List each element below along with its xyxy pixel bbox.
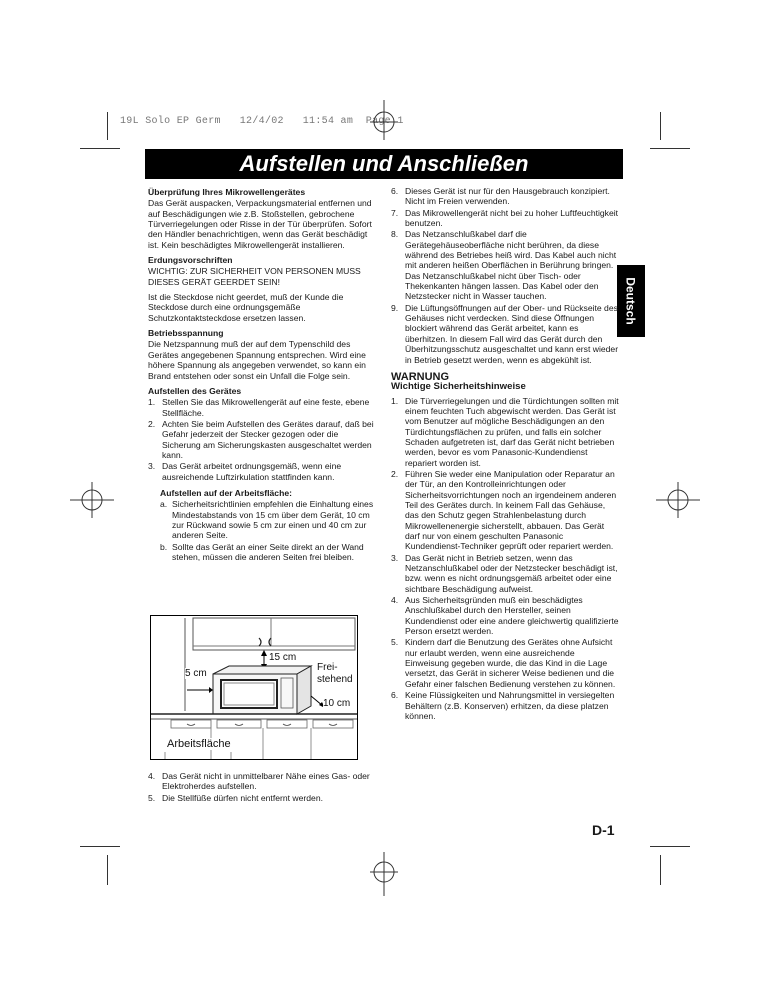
section-heading: Betriebsspannung <box>148 328 224 339</box>
item-number: 9. <box>391 302 399 313</box>
item-number: 1. <box>391 395 399 406</box>
paragraph: Ist die Steckdose nicht geerdet, muß der Kunde die Steckdose durch eine ordnungsgemäße Schutzkontaktsteckdose ersetzen lassen. <box>148 292 344 323</box>
label-side-clearance: 5 cm <box>185 668 207 679</box>
numbered-list <box>148 397 376 482</box>
paragraph-caps: WICHTIG: ZUR SICHERHEIT VON PERSONEN MUSS DIESES GERÄT GEERDET SEIN! <box>148 266 361 287</box>
left-column <box>148 187 376 567</box>
list-item <box>160 499 376 540</box>
item-text: Aus Sicherheitsgründen muß ein beschädigtes Anschlußkabel durch den Hersteller, seinen Kundendienst oder eine andere gleichwertig qualifizierte Person ersetzt werden. <box>405 595 619 637</box>
list-item <box>391 303 619 365</box>
paragraph: Die Netzspannung muß der auf dem Typenschild des Gerätes angegebenen Spannung entsprechen. Wird eine höhere Spannung als angegeben verwendet, so kann ein Brand entstehen oder sonst ein Unfall die Folge sein. <box>148 339 366 381</box>
item-text: Das Gerät arbeitet ordnungsgemäß, wenn eine ausreichende Luftzirkulation stattfinden kann. <box>162 461 342 482</box>
item-text: Das Netzanschlußkabel darf die Gerätegehäuseoberfläche nicht berühren, da diese während des Betriebes heiß wird. Das Kabel auch nicht mit anderen heißen Oberflächen in Berührung bringen. Das Netzanschlußkabel nicht über Tisch- oder Thekenkanten hängen lassen. Das Kabel oder den Netzstecker nicht in Wasser tauchen. <box>405 229 617 302</box>
list-item <box>391 595 619 636</box>
label-freestanding <box>317 662 353 686</box>
list-item <box>391 186 619 207</box>
item-number: 4. <box>148 771 156 781</box>
registration-mark-left <box>70 478 114 522</box>
label-freestanding-line1: Frei- <box>317 662 338 673</box>
item-text: Das Gerät nicht in Betrieb setzen, wenn das Netzanschlußkabel oder der Netzstecker beschädigt ist, bzw. wenn es nicht ordnungsgemäß arbeitet oder eine sichtbare Beschädigung aufweist. <box>405 552 618 594</box>
slug-time: 11:54 am <box>302 116 354 127</box>
item-text: Die Stellfüße dürfen nicht entfernt werden. <box>162 792 323 803</box>
printer-slug <box>120 116 404 127</box>
section-heading: Aufstellen auf der Arbeitsfläche: <box>160 487 292 498</box>
crop-mark <box>107 855 108 885</box>
item-number: 5. <box>148 792 156 803</box>
crop-mark <box>80 846 120 847</box>
item-number: 7. <box>391 207 399 218</box>
registration-mark-top <box>366 100 402 140</box>
item-text: Führen Sie weder eine Manipulation oder Reparatur an der Tür, an den Kontrolleinrichtungen oder Sicherheitsvorrichtungen noch an irgendeinem anderen Teil des Gerätes durch. In keinem Fall das Gehäuse, das den Schutz gegen Strahlenbelastung durch Mikrowellenenergie sicherstellt, abbauen. Das Gerät darf nur von einem geschulten Panasonic Kundendienst-Techniker geprüft oder repariert werden. <box>405 468 617 552</box>
item-text: Kindern darf die Benutzung des Gerätes ohne Aufsicht nur erlaubt werden, wenn eine ausreichende Einweisung gegeben wurde, die das Kind in die Lage versetzt, das Gerät in sicherer Weise bedienen und die Gefahr einer falschen Bedienung verstehen zu können. <box>405 637 616 689</box>
slug-page-number: 1 <box>397 116 404 127</box>
left-column-tail <box>148 771 376 808</box>
paragraph: Das Gerät auspacken, Verpackungsmaterial entfernen und auf Beschädigungen wie z.B. Stoßstellen, gebrochene Türverriegelungen oder Risse in der Tür überprüfen. Sofort den Händler benachrichtigen, wenn das Gerät beschädigt ist. Kein beschädigtes Mikrowellengerät installieren. <box>148 198 372 250</box>
item-text: Das Gerät nicht in unmittelbarer Nähe eines Gas- oder Elektroherdes aufstellen. <box>162 771 370 792</box>
list-item <box>148 461 376 482</box>
item-number: 2. <box>148 418 156 429</box>
section-heading: Erdungsvorschriften <box>148 255 233 266</box>
item-number: 4. <box>391 595 399 606</box>
crop-mark <box>660 112 661 140</box>
item-text: Stellen Sie das Mikrowellengerät auf eine feste, ebene Stellfläche. <box>162 397 370 418</box>
crop-mark <box>80 148 120 149</box>
item-letter: b. <box>160 541 168 552</box>
label-top-clearance: 15 cm <box>269 652 297 663</box>
list-item <box>391 690 619 721</box>
section-heading: Aufstellen des Gerätes <box>148 385 242 396</box>
crop-mark <box>660 855 661 885</box>
item-number: 6. <box>391 186 399 196</box>
item-text: Die Lüftungsöffnungen auf der Ober- und Rückseite des Gehäuses nicht verdecken. Sind diese Öffnungen blockiert während das Gerät arbeitet, kann es überhitzen. In diesem Fall wird das Gerät durch den Überhitzungsschutz ausgeschaltet und kann erst wieder in Betrieb gesetzt werden, wenn es abgekühlt ist. <box>405 302 619 365</box>
list-item <box>148 793 376 803</box>
label-countertop: Arbeitsfläche <box>167 738 231 750</box>
section-heading: Überprüfung Ihres Mikrowellengerätes <box>148 187 306 197</box>
list-item <box>391 469 619 552</box>
label-back-clearance: 10 cm <box>323 698 351 709</box>
list-item <box>391 553 619 594</box>
crop-mark <box>650 846 690 847</box>
right-column <box>391 186 619 726</box>
item-number: 1. <box>148 397 156 408</box>
slug-date: 12/4/02 <box>239 116 284 127</box>
lettered-list <box>160 499 376 562</box>
crop-mark <box>650 148 690 149</box>
item-number: 2. <box>391 468 399 479</box>
item-number: 8. <box>391 229 399 240</box>
warning-heading: WARNUNG <box>391 370 450 383</box>
item-number: 5. <box>391 637 399 648</box>
item-text: Dieses Gerät ist nur für den Hausgebrauch konzipiert. Nicht im Freien verwenden. <box>405 186 610 207</box>
label-freestanding-line2: stehend <box>317 674 353 685</box>
item-text: Sicherheitsrichtlinien empfehlen die Einhaltung eines Mindestabstands von 15 cm über dem Gerät, 10 cm zur Rückwand sowie 5 cm zur einen und 40 cm zur anderen Seite. <box>172 499 374 541</box>
warning-subheading: Wichtige Sicherheitshinweise <box>391 381 526 393</box>
list-item <box>148 771 376 792</box>
language-tab <box>617 265 645 337</box>
registration-mark-right <box>656 478 700 522</box>
list-item <box>148 397 376 418</box>
slug-page-label: Page <box>365 116 391 127</box>
page-number: D-1 <box>592 822 615 838</box>
registration-mark-bottom <box>366 852 402 896</box>
page-title: Aufstellen und Anschließen <box>145 149 623 179</box>
list-item <box>391 208 619 229</box>
item-text: Das Mikrowellengerät nicht bei zu hoher Luftfeuchtigkeit benutzen. <box>405 207 619 229</box>
list-item <box>391 396 619 468</box>
list-item <box>391 229 619 301</box>
item-text: Achten Sie beim Aufstellen des Gerätes darauf, daß bei Gefahr jederzeit der Stecker gezogen oder die Sicherung am Sicherungskasten ausgeschaltet werden kann. <box>162 418 374 460</box>
list-item <box>148 419 376 460</box>
item-text: Die Türverriegelungen und die Türdichtungen sollten mit einem feuchten Tuch abgewischt werden. Das Gerät ist vom Benutzer auf mögliche Beschädigungen an den Türdichtungsflächen zu prüfen, und falls ein solcher Schaden aufgetreten ist, darf das Gerät nicht betrieben werden, bevor es vom Panasonic-Kundendienst repariert worden ist. <box>405 395 619 468</box>
language-tab-label: Deutsch <box>624 277 638 325</box>
numbered-list <box>148 771 376 803</box>
installation-diagram <box>150 615 358 760</box>
warning-list <box>391 396 619 722</box>
slug-file: 19L Solo EP Germ <box>120 116 221 127</box>
crop-mark <box>107 112 108 140</box>
item-text: Keine Flüssigkeiten und Nahrungsmittel in versiegelten Behältern (z.B. Konserven) erhitzen, da diese platzen können. <box>405 690 615 721</box>
numbered-list <box>391 186 619 365</box>
item-number: 3. <box>391 552 399 563</box>
item-text: Sollte das Gerät an einer Seite direkt an der Wand stehen, müssen die anderen Seiten frei bleiben. <box>172 541 364 562</box>
item-number: 3. <box>148 461 156 472</box>
item-number: 6. <box>391 690 399 701</box>
item-letter: a. <box>160 499 168 510</box>
list-item <box>160 542 376 563</box>
list-item <box>391 637 619 689</box>
